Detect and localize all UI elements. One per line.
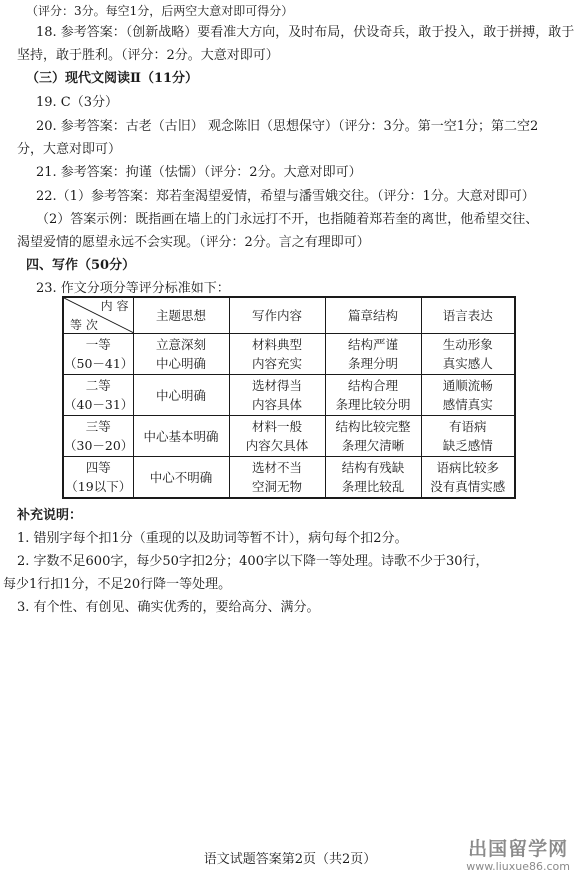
structure-cell-line: 结构合理	[347, 378, 398, 393]
content-cell-line: 材料一般	[251, 419, 302, 434]
header-language: 语言表达	[421, 297, 515, 334]
text-line-1: 18. 参考答案：（创新战略）要看准大方向，及时布局，伏设奇兵，敢于投入，敢于拼搏，敢于	[36, 25, 575, 40]
content-cell-line: 内容充实	[251, 356, 302, 371]
language-cell-line: 生动形象	[442, 337, 493, 352]
header-content: 写作内容	[229, 297, 325, 334]
structure-cell-line: 结构比较完整	[335, 419, 411, 434]
language-cell	[421, 375, 515, 416]
grade-cell-line: 二等	[85, 378, 111, 393]
theme-cell	[133, 457, 229, 499]
structure-cell-line: 条理欠清晰	[341, 438, 405, 453]
note-line-1: 1. 错别字每个扣1分（重现的以及助词等暂不计），病句每个扣2分。	[17, 531, 408, 546]
text-line-2: 坚持，敢于胜利。（评分：2分。大意对即可）	[17, 48, 279, 63]
header-theme: 主题思想	[133, 297, 229, 334]
structure-cell	[325, 334, 421, 375]
text-line-0: （评分：3分。每空1分，后两空大意对即可得分）	[26, 4, 294, 18]
table-row	[63, 457, 515, 499]
language-cell-line: 真实感人	[442, 356, 493, 371]
structure-cell	[325, 457, 421, 499]
note-line-2: 2. 字数不足600字，每少50字扣2分；400字以下降一等处理。诗歌不少于30行，	[17, 554, 489, 569]
language-cell-line: 感情真实	[442, 397, 493, 412]
text-line-11: 四、写作（50分）	[26, 258, 136, 273]
page-footer: 语文试题答案第2页（共2页）	[203, 852, 377, 867]
structure-cell-line: 结构有残缺	[341, 460, 405, 475]
header-structure: 篇章结构	[325, 297, 421, 334]
note-line-4: 3. 有个性、有创见、确实优秀的，要给高分、满分。	[17, 600, 320, 615]
theme-cell	[133, 334, 229, 375]
note-line-3: 每少1行扣1分，不足20行降一等处理。	[3, 577, 232, 592]
content-cell-line: 选材得当	[251, 378, 302, 393]
content-cell-line: 选材不当	[251, 460, 302, 475]
structure-cell-line: 条理分明	[347, 356, 398, 371]
watermark-logo	[466, 838, 570, 873]
text-line-12: 23. 作文分项分等评分标准如下：	[36, 281, 230, 296]
content-cell-line: 空洞无物	[251, 479, 302, 494]
theme-cell	[133, 375, 229, 416]
grade-cell-line: （40－31）	[64, 397, 134, 412]
content-cell	[229, 457, 325, 499]
grade-cell	[63, 375, 133, 416]
grade-cell-line: （19以下）	[65, 479, 132, 494]
grade-cell	[63, 334, 133, 375]
text-line-7: 21. 参考答案：拘谨（怯懦）（评分：2分。大意对即可）	[36, 165, 362, 180]
essay-grading-table	[62, 296, 516, 499]
table-row	[63, 416, 515, 457]
language-cell	[421, 416, 515, 457]
text-line-6: 分，大意对即可）	[17, 142, 122, 157]
language-cell-line: 没有真情实感	[430, 479, 506, 494]
language-cell-line: 通顺流畅	[442, 378, 493, 393]
grade-cell	[63, 457, 133, 499]
grade-cell-line: （50－41）	[64, 356, 134, 371]
text-line-10: 渴望爱情的愿望永远不会实现。（评分：2分。言之有理即可）	[17, 235, 370, 250]
theme-cell	[133, 416, 229, 457]
content-cell-line: 内容欠具体	[245, 438, 309, 453]
structure-cell	[325, 416, 421, 457]
watermark-title: 出国留学网	[468, 838, 569, 860]
text-line-4: 19. C（3分）	[36, 95, 119, 110]
content-cell	[229, 375, 325, 416]
content-cell	[229, 334, 325, 375]
text-line-3: （三）现代文阅读Ⅱ（11分）	[26, 71, 199, 86]
structure-cell-line: 结构严谨	[347, 337, 398, 352]
theme-cell-line: 立意深刻	[155, 337, 206, 352]
language-cell-line: 语病比较多	[436, 460, 499, 475]
grade-cell-line: 三等	[85, 419, 111, 434]
table-row	[63, 375, 515, 416]
note-line-0: 补充说明：	[17, 508, 83, 523]
structure-cell	[325, 375, 421, 416]
text-line-8: 22.（1）参考答案：郑若奎渴望爱情，希望与潘雪娥交往。（评分：1分。大意对即可）	[36, 189, 535, 204]
table-body	[63, 334, 515, 499]
table-row	[63, 334, 515, 375]
table-header-row	[63, 297, 515, 334]
text-line-9: （2）答案示例：既指画在墙上的门永远打不开，也指随着郑若奎的离世，他希望交往、	[36, 212, 539, 227]
structure-cell-line: 条理比较乱	[341, 479, 405, 494]
corner-bottom-label: 等 次	[70, 318, 98, 332]
corner-top-label: 内 容	[100, 299, 129, 313]
language-cell	[421, 334, 515, 375]
text-line-5: 20. 参考答案：古老（古旧） 观念陈旧（思想保守）（评分：3分。第一空1分；第二空2	[36, 119, 539, 134]
grade-cell	[63, 416, 133, 457]
structure-cell-line: 条理比较分明	[335, 397, 411, 412]
watermark-url: www.liuxue86.com	[466, 860, 570, 873]
content-cell-line: 内容具体	[251, 397, 302, 412]
theme-cell-line: 中心不明确	[149, 469, 213, 485]
content-cell	[229, 416, 325, 457]
grade-cell-line: （30－20）	[64, 438, 134, 453]
theme-cell-line: 中心明确	[155, 387, 206, 403]
grade-cell-line: 四等	[85, 460, 111, 475]
theme-cell-line: 中心明确	[155, 356, 206, 371]
language-cell	[421, 457, 515, 499]
table-corner-cell	[63, 297, 133, 334]
theme-cell-line: 中心基本明确	[143, 428, 219, 444]
language-cell-line: 有语病	[448, 419, 487, 434]
content-cell-line: 材料典型	[251, 337, 302, 352]
language-cell-line: 缺乏感情	[442, 438, 493, 453]
grade-cell-line: 一等	[85, 337, 111, 352]
